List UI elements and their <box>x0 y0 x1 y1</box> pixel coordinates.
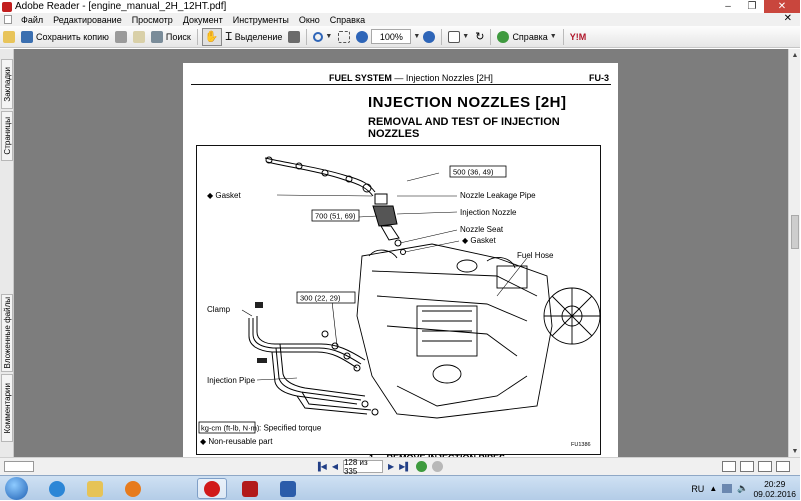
toolbar-separator <box>441 29 442 45</box>
maximize-button[interactable]: ❐ <box>747 1 757 12</box>
gasket-right-label: ◆ Gasket <box>462 236 496 245</box>
zoom-dropdown-icon[interactable]: ▼ <box>413 33 421 40</box>
zoom-in-button[interactable] <box>421 28 437 46</box>
search-label: Поиск <box>165 31 191 42</box>
rotate-button[interactable] <box>473 28 486 46</box>
yahoo-messenger-icon: Y!M <box>569 31 587 42</box>
last-page-icon[interactable]: ▶▌ <box>399 462 411 471</box>
page-size-box <box>4 461 34 472</box>
continuous-view-icon[interactable] <box>740 461 754 472</box>
tab-pages-label: Страницы <box>2 117 12 155</box>
zoom-field[interactable]: 100% <box>371 29 411 44</box>
gasket-top-label: ◆ Gasket <box>207 191 241 200</box>
minimize-button[interactable]: – <box>725 1 731 12</box>
hand-tool-button[interactable] <box>202 28 222 46</box>
section-subtitle: REMOVAL AND TEST OF INJECTION NOZZLES <box>368 116 560 140</box>
floppy-disk-icon <box>21 31 33 43</box>
taskbar <box>0 475 800 500</box>
vertical-scrollbar[interactable] <box>788 49 800 457</box>
tab-bookmarks-label: Закладки <box>2 66 12 102</box>
printer-icon <box>115 31 127 43</box>
print-button[interactable] <box>113 28 129 46</box>
pdf-page <box>183 63 618 463</box>
engine-diagram <box>197 146 602 456</box>
first-page-icon[interactable]: ▐◀ <box>315 462 327 471</box>
rotate-icon: ↻ <box>475 31 485 43</box>
clamp-label: Clamp <box>207 305 231 314</box>
fuel-hose-label: Fuel Hose <box>517 251 554 260</box>
menu-view[interactable]: Просмотр <box>131 14 173 25</box>
torque-300-label: 300 (22, 29) <box>300 293 341 303</box>
acrobat-icon[interactable] <box>235 478 265 499</box>
legend-nonreusable-label: ◆ Non-reusable part <box>200 437 273 446</box>
status-bar <box>0 457 800 475</box>
menu-edit[interactable]: Редактирование <box>53 14 122 25</box>
figure-code: FU1386 <box>571 442 591 448</box>
header-subsection: Injection Nozzles [2H] <box>405 73 493 83</box>
select-label: Выделение <box>234 31 283 42</box>
snapshot-button[interactable] <box>286 28 302 46</box>
chevron-down-icon: ▼ <box>549 33 557 40</box>
header-dash: — <box>394 73 404 83</box>
menu-help[interactable]: Справка <box>329 14 366 25</box>
page-code: FU-3 <box>589 73 609 83</box>
camera-icon <box>288 31 300 43</box>
folder-open-icon <box>3 31 15 43</box>
nozzle-leakage-pipe-label: Nozzle Leakage Pipe <box>460 191 536 200</box>
back-view-icon[interactable] <box>416 461 427 472</box>
toolbar <box>0 26 800 48</box>
magnifier-plus-icon <box>313 32 323 42</box>
chevron-down-icon: ▼ <box>325 33 333 40</box>
menu-document[interactable]: Документ <box>182 14 223 25</box>
forward-view-icon[interactable] <box>432 461 443 472</box>
legend-unit-label: kg-cm (ft-lb, N·m) <box>201 423 260 433</box>
clock-date: 09.02.2016 <box>753 488 796 499</box>
tab-pages[interactable] <box>1 111 13 161</box>
help-circle-icon <box>497 31 509 43</box>
plus-circle-icon <box>423 31 435 43</box>
document-viewport[interactable] <box>14 49 788 457</box>
close-button[interactable]: ✕ <box>764 0 800 13</box>
previous-page-icon[interactable]: ◀ <box>331 462 338 471</box>
header-section <box>329 73 493 83</box>
facing-view-icon[interactable] <box>758 461 772 472</box>
injection-pipe-drawing <box>249 316 378 415</box>
toolbar-separator <box>197 29 198 45</box>
tab-comments-label: Комментарии <box>2 382 12 434</box>
minus-circle-icon <box>356 31 368 43</box>
page-header <box>191 73 611 85</box>
chevron-down-icon: ▼ <box>462 33 470 40</box>
legend-torque-label: : Specified torque <box>259 423 322 433</box>
page-navigation <box>315 457 443 476</box>
adobe-reader-icon <box>2 2 12 12</box>
system-tray <box>691 476 796 501</box>
window-controls <box>716 0 800 13</box>
language-indicator[interactable]: RU <box>691 483 705 494</box>
menu-bar <box>0 13 800 26</box>
torque-500-label: 500 (36, 49) <box>453 167 494 177</box>
yahoo-messenger-button[interactable] <box>568 28 589 46</box>
nozzle-seat-label: Nozzle Seat <box>460 225 504 234</box>
select-tool-button[interactable] <box>224 28 285 46</box>
toolbar-separator <box>306 29 307 45</box>
document-icon[interactable] <box>4 15 12 24</box>
view-mode-buttons <box>722 461 790 472</box>
marquee-zoom-button[interactable] <box>336 28 352 46</box>
page-number-field[interactable]: 128 из 335 <box>343 460 383 473</box>
word-icon[interactable] <box>273 478 303 499</box>
network-icon[interactable] <box>722 484 732 493</box>
scroll-up-icon[interactable]: ▲ <box>791 51 799 59</box>
engine-block-drawing <box>357 244 600 418</box>
next-page-icon[interactable]: ▶ <box>387 462 395 471</box>
hand-icon: ✋ <box>204 31 219 43</box>
nozzle-drawing <box>373 194 406 255</box>
navigation-panel <box>0 49 14 457</box>
scroll-down-icon[interactable]: ▼ <box>791 447 799 455</box>
open-button[interactable] <box>1 28 17 46</box>
page-layout-button[interactable] <box>446 28 471 46</box>
menu-window[interactable]: Окно <box>298 14 320 25</box>
tab-attachments[interactable] <box>1 294 13 372</box>
leakage-pipe-drawing <box>265 157 375 196</box>
email-button[interactable] <box>131 28 147 46</box>
binoculars-icon <box>151 31 163 43</box>
tab-bookmarks[interactable] <box>1 59 13 109</box>
save-copy-label: Сохранить копию <box>36 31 109 42</box>
menu-tools[interactable]: Инструменты <box>232 14 289 25</box>
opera-icon[interactable] <box>197 478 227 499</box>
document-close-button[interactable]: ✕ <box>783 13 792 24</box>
toolbar-separator <box>563 29 564 45</box>
help-button[interactable] <box>495 28 558 46</box>
single-page-view-icon[interactable] <box>722 461 736 472</box>
volume-icon[interactable]: 🔈 <box>737 483 749 493</box>
save-copy-button[interactable] <box>19 28 111 46</box>
torque-700-label: 700 (51, 69) <box>315 211 356 221</box>
injection-pipe-label: Injection Pipe <box>207 376 256 385</box>
window-title: Adobe Reader - [engine_manual_2H_12HT.pdf] <box>15 1 227 12</box>
tab-comments[interactable] <box>1 374 13 442</box>
header-section-name: FUEL SYSTEM <box>329 73 392 83</box>
scrollbar-thumb[interactable] <box>791 215 799 249</box>
envelope-icon <box>133 31 145 43</box>
title-bar <box>0 0 800 13</box>
zoom-in-tool-button[interactable] <box>311 28 334 46</box>
ie-icon[interactable] <box>42 478 72 499</box>
toolbar-separator <box>490 29 491 45</box>
continuous-facing-view-icon[interactable] <box>776 461 790 472</box>
marquee-icon <box>338 31 350 43</box>
clock-time: 20:29 <box>764 478 786 489</box>
search-button[interactable] <box>149 28 193 46</box>
injection-nozzle-label: Injection Nozzle <box>460 208 517 217</box>
folder-icon[interactable] <box>80 478 110 499</box>
page-icon <box>448 31 460 43</box>
torque-callouts <box>199 166 506 433</box>
clock[interactable] <box>753 479 796 499</box>
zoom-out-button[interactable] <box>354 28 370 46</box>
help-label: Справка <box>512 31 548 42</box>
page-title: INJECTION NOZZLES [2H] <box>368 94 567 111</box>
text-cursor-icon: Ɪ <box>225 31 232 43</box>
menu-file[interactable]: Файл <box>21 14 44 25</box>
tray-arrow-icon[interactable]: ▲ <box>709 484 718 493</box>
start-button[interactable] <box>5 477 28 500</box>
media-icon[interactable] <box>118 478 148 499</box>
injection-nozzle-figure <box>196 145 601 455</box>
tab-attachments-label: Вложенные файлы <box>2 297 12 369</box>
